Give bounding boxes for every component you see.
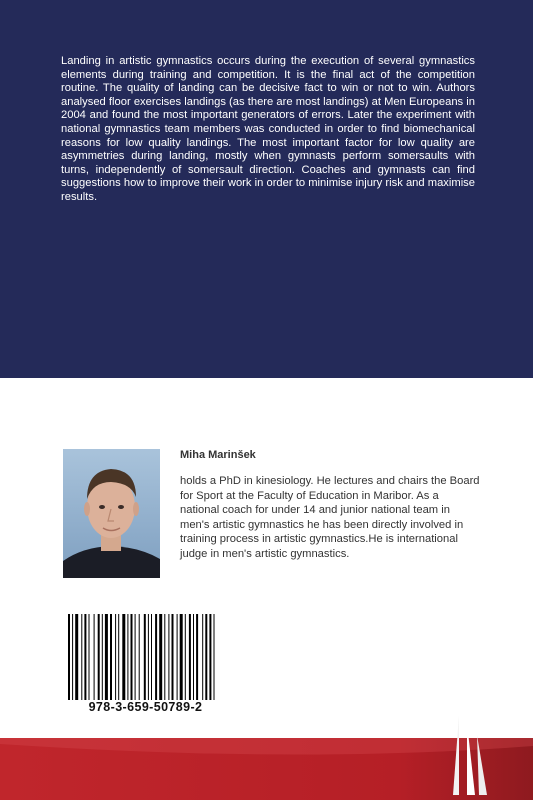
barcode	[67, 614, 224, 700]
author-bio: holds a PhD in kinesiology. He lectures and chairs the Board for Sport at the Faculty of Education in Maribor. As a national coach for under 14 and junior national team in men's artistic gymnastics he has been directly involved in training process in artistic gymnastics.He is international judge in men's artistic gymnastics.	[180, 475, 480, 560]
author-portrait-icon	[63, 449, 160, 578]
back-cover-panel	[0, 0, 533, 378]
publisher-logo-icon	[453, 715, 493, 795]
isbn-number: 978-3-659-50789-2	[88, 700, 203, 714]
book-description: Landing in artistic gymnastics occurs during the execution of several gymnastics elements during training and competition. It is the final act of the competition routine. The quality of landing can be decisive fact to win or not to win. Authors analysed floor exercises landings (as there are most landings) at Men Europeans in 2004 and found the most important generators of errors. Later the experiment with national gymnastics team members was conducted in order to find biomechanical reasons for low quality landings. The most important factor for low quality are asymmetries during landing, mostly when gymnasts perform somersaults with turns, independently of somersault direction. Coaches and gymnasts can find suggestions how to improve their work in order to minimise injury risk and maximise results.	[61, 55, 475, 203]
author-name: Miha Marinšek	[180, 449, 256, 461]
author-photo	[63, 449, 160, 578]
